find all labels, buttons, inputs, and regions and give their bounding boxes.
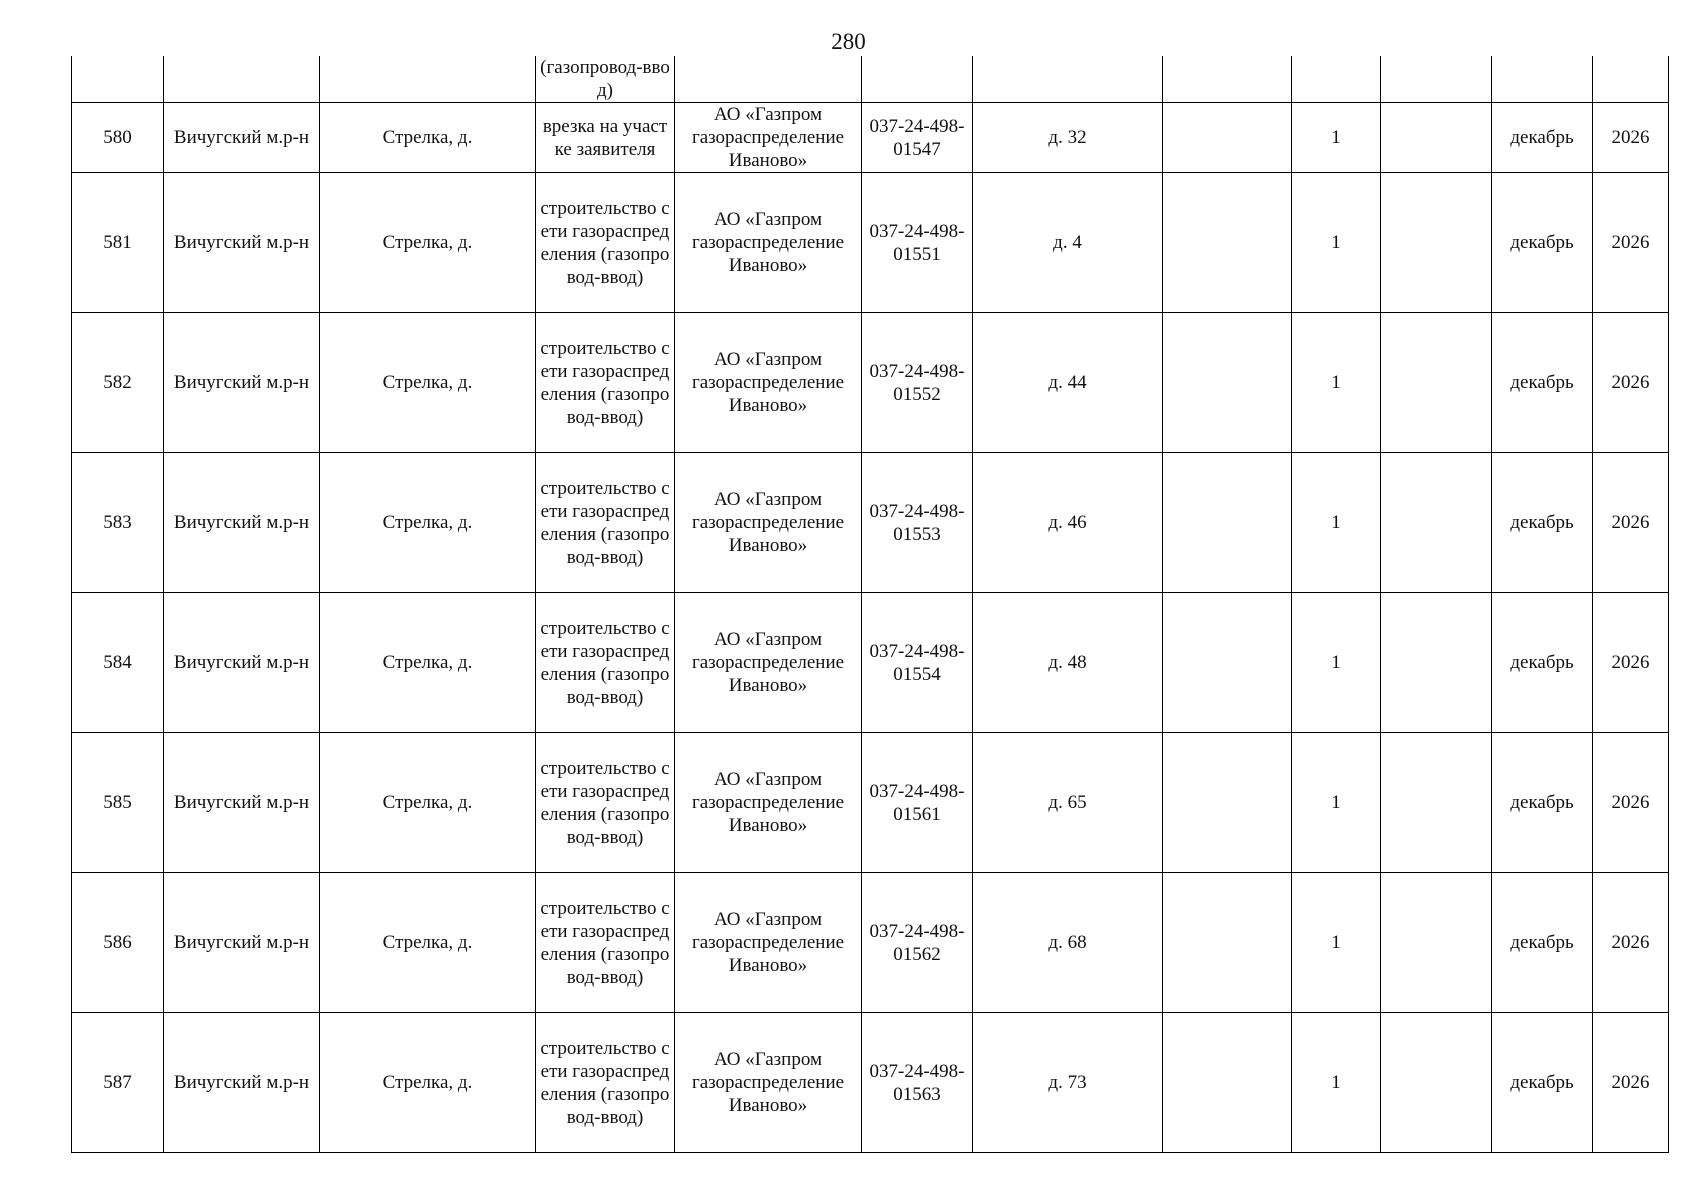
work-type-cell: строительство сети газораспределения (газопровод-ввод) [536,453,675,593]
application-code-cell: 037-24-498-01551 [862,173,973,313]
row-number-cell: 585 [72,733,164,873]
month-cell: декабрь [1492,103,1593,173]
locality-cell: Стрелка, д. [320,453,536,593]
locality-cell: Стрелка, д. [320,313,536,453]
work-type-cell: (газопровод-ввод) [536,56,675,103]
empty-cell [1381,103,1492,173]
organization-cell: АО «Газпром газораспределение Иваново» [675,593,862,733]
address-cell: д. 73 [973,1013,1163,1153]
row-number-cell: 580 [72,103,164,173]
organization-cell: АО «Газпром газораспределение Иваново» [675,873,862,1013]
organization-cell: АО «Газпром газораспределение Иваново» [675,313,862,453]
organization-cell: АО «Газпром газораспределение Иваново» [675,103,862,173]
work-type-cell: строительство сети газораспределения (газопровод-ввод) [536,173,675,313]
table-row [72,873,1669,1013]
address-cell: д. 44 [973,313,1163,453]
empty-cell [1163,593,1292,733]
address-cell: д. 46 [973,453,1163,593]
row-number-cell: 587 [72,1013,164,1153]
count-cell: 1 [1292,313,1381,453]
application-code-cell: 037-24-498-01552 [862,313,973,453]
locality-cell: Стрелка, д. [320,173,536,313]
address-cell: д. 68 [973,873,1163,1013]
month-cell: декабрь [1492,453,1593,593]
district-cell: Вичугский м.р-н [164,103,320,173]
application-code-cell: 037-24-498-01561 [862,733,973,873]
year-cell: 2026 [1593,593,1669,733]
page-number: 280 [831,29,866,54]
empty-cell [1381,1013,1492,1153]
locality-cell: Стрелка, д. [320,873,536,1013]
year-cell: 2026 [1593,453,1669,593]
month-cell: декабрь [1492,593,1593,733]
address-cell: д. 32 [973,103,1163,173]
year-cell: 2026 [1593,873,1669,1013]
table-row [72,453,1669,593]
empty-cell [1381,873,1492,1013]
gas-connection-table [71,56,1669,1153]
work-type-cell: врезка на участке заявителя [536,103,675,173]
row-number-cell: 584 [72,593,164,733]
district-cell: Вичугский м.р-н [164,313,320,453]
table-row [72,173,1669,313]
table-row [72,733,1669,873]
empty-cell [1163,173,1292,313]
application-code-cell: 037-24-498-01563 [862,1013,973,1153]
count-cell: 1 [1292,173,1381,313]
table-row [72,313,1669,453]
row-number-cell: 586 [72,873,164,1013]
count-cell: 1 [1292,453,1381,593]
count-cell: 1 [1292,103,1381,173]
empty-cell [1381,733,1492,873]
count-cell: 1 [1292,593,1381,733]
work-type-cell: строительство сети газораспределения (газопровод-ввод) [536,1013,675,1153]
row-number-cell: 581 [72,173,164,313]
organization-cell: АО «Газпром газораспределение Иваново» [675,453,862,593]
district-cell: Вичугский м.р-н [164,593,320,733]
year-cell: 2026 [1593,103,1669,173]
organization-cell: АО «Газпром газораспределение Иваново» [675,733,862,873]
year-cell: 2026 [1593,173,1669,313]
district-cell: Вичугский м.р-н [164,733,320,873]
row-number-cell: 582 [72,313,164,453]
application-code-cell: 037-24-498-01554 [862,593,973,733]
month-cell: декабрь [1492,173,1593,313]
work-type-cell: строительство сети газораспределения (газопровод-ввод) [536,733,675,873]
table-row [72,593,1669,733]
district-cell: Вичугский м.р-н [164,173,320,313]
count-cell: 1 [1292,733,1381,873]
locality-cell: Стрелка, д. [320,733,536,873]
work-type-cell: строительство сети газораспределения (газопровод-ввод) [536,593,675,733]
empty-cell [1381,313,1492,453]
work-type-cell: строительство сети газораспределения (газопровод-ввод) [536,873,675,1013]
application-code-cell: 037-24-498-01553 [862,453,973,593]
continuation-row [72,56,1669,103]
empty-cell [1163,1013,1292,1153]
organization-cell: АО «Газпром газораспределение Иваново» [675,1013,862,1153]
empty-cell [1381,593,1492,733]
address-cell: д. 4 [973,173,1163,313]
organization-cell: АО «Газпром газораспределение Иваново» [675,173,862,313]
district-cell: Вичугский м.р-н [164,1013,320,1153]
address-cell: д. 65 [973,733,1163,873]
locality-cell: Стрелка, д. [320,1013,536,1153]
work-type-cell: строительство сети газораспределения (газопровод-ввод) [536,313,675,453]
table-row [72,103,1669,173]
application-code-cell: 037-24-498-01562 [862,873,973,1013]
district-cell: Вичугский м.р-н [164,453,320,593]
count-cell: 1 [1292,1013,1381,1153]
row-number-cell: 583 [72,453,164,593]
application-code-cell: 037-24-498-01547 [862,103,973,173]
month-cell: декабрь [1492,313,1593,453]
empty-cell [1381,453,1492,593]
empty-cell [1381,173,1492,313]
district-cell: Вичугский м.р-н [164,873,320,1013]
count-cell: 1 [1292,873,1381,1013]
year-cell: 2026 [1593,313,1669,453]
locality-cell: Стрелка, д. [320,103,536,173]
month-cell: декабрь [1492,1013,1593,1153]
empty-cell [1163,873,1292,1013]
month-cell: декабрь [1492,733,1593,873]
year-cell: 2026 [1593,1013,1669,1153]
locality-cell: Стрелка, д. [320,593,536,733]
table-row [72,1013,1669,1153]
empty-cell [1163,453,1292,593]
empty-cell [1163,733,1292,873]
address-cell: д. 48 [973,593,1163,733]
year-cell: 2026 [1593,733,1669,873]
empty-cell [1163,103,1292,173]
month-cell: декабрь [1492,873,1593,1013]
empty-cell [1163,313,1292,453]
